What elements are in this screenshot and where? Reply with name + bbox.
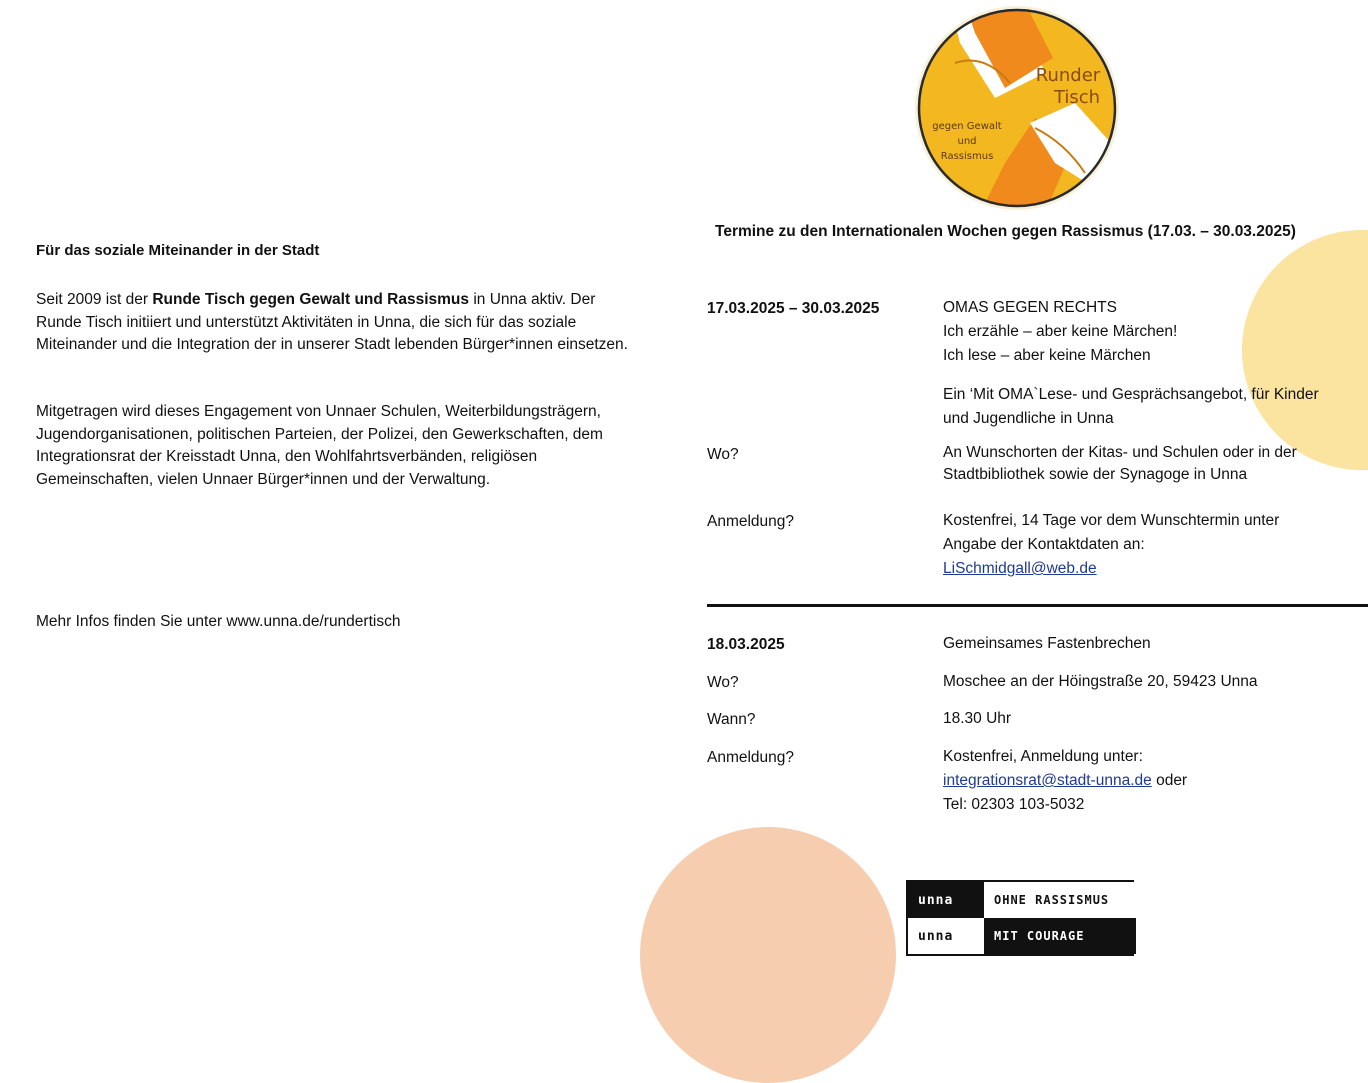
event1-registration-label: Anmeldung? [707, 513, 795, 530]
event2-or: oder [1151, 772, 1188, 789]
event1-registration-block [943, 509, 1323, 581]
badge-bottom-left: unna [908, 918, 984, 954]
logo-sub-line1: gegen Gewalt [932, 121, 1002, 132]
intro-paragraph [36, 289, 636, 357]
more-info-text: Mehr Infos finden Sie unter www.unna.de/rundertisch [36, 613, 401, 630]
logo-title-line2: Tisch [1053, 87, 1101, 108]
logo-title-line1: Runder [1035, 65, 1101, 86]
unna-courage-badge [906, 880, 1134, 956]
event2-title: Gemeinsames Fastenbrechen [943, 635, 1151, 652]
event1-line2: Ich erzähle – aber keine Märchen! [943, 323, 1178, 340]
badge-bottom-right: MIT COURAGE [984, 918, 1136, 954]
event2-registration-block [943, 745, 1323, 817]
left-heading: Für das soziale Miteinander in der Stadt [36, 242, 320, 259]
runder-tisch-logo [905, 3, 1131, 213]
event2-registration-label: Anmeldung? [707, 749, 795, 766]
section-divider [707, 604, 1368, 607]
intro-prefix: Seit 2009 ist der [36, 291, 153, 308]
event1-title-block [943, 296, 1323, 368]
supporters-paragraph: Mitgetragen wird dieses Engagement von Unnaer Schulen, Weiterbildungsträgern, Jugendorganisationen, politischen Parteien, der Polizei, den Gewerkschaften, dem Integrationsrat der Kreisstadt Unna, den Wohlfahrtsverbänden, religiösen Gemeinschaften, vielen Unnaer Bürger*innen und der Verwaltung. [36, 403, 603, 488]
event1-date: 17.03.2025 – 30.03.2025 [707, 300, 880, 317]
event1-line3: Ich lese – aber keine Märchen [943, 347, 1151, 364]
event2-phone: Tel: 02303 103-5032 [943, 796, 1085, 813]
intro-suffix: in Unna aktiv. Der Runde Tisch initiiert und unterstützt Aktivitäten in Unna, die sich für das soziale Miteinander und die Integration der in unserer Stadt lebenden Bürger*innen einsetzen. [36, 291, 628, 353]
event1-where: An Wunschorten der Kitas- und Schulen oder in der Stadtbibliothek sowie der Synagoge in Unna [943, 444, 1297, 483]
events-heading: Termine zu den Internationalen Wochen gegen Rassismus (17.03. – 30.03.2025) [715, 223, 1296, 240]
event1-registration: Kostenfrei, 14 Tage vor dem Wunschtermin unter Angabe der Kontaktdaten an: [943, 512, 1280, 553]
event1-title: OMAS GEGEN RECHTS [943, 299, 1117, 316]
event2-email-link[interactable]: integrationsrat@stadt-unna.de [943, 772, 1152, 789]
event1-where-label: Wo? [707, 446, 739, 463]
event2-date: 18.03.2025 [707, 636, 785, 653]
event1-description: Ein ‘Mit OMA`Lese- und Gesprächsangebot, für Kinder und Jugendliche in Unna [943, 386, 1319, 427]
logo-sub-line2: und [957, 136, 977, 147]
event2-where: Moschee an der Höingstraße 20, 59423 Unna [943, 673, 1258, 690]
intro-bold-name: Runde Tisch gegen Gewalt und Rassismus [152, 291, 470, 308]
logo-sub-line3: Rassismus [940, 151, 994, 162]
event2-when: 18.30 Uhr [943, 710, 1012, 727]
badge-top-right: OHNE RASSISMUS [984, 882, 1136, 918]
event2-when-label: Wann? [707, 711, 756, 728]
decorative-peach-circle [640, 827, 896, 1083]
event2-where-label: Wo? [707, 674, 739, 691]
badge-top-left: unna [908, 882, 984, 918]
event2-registration: Kostenfrei, Anmeldung unter: [943, 748, 1143, 765]
event1-email-link[interactable]: LiSchmidgall@web.de [943, 560, 1097, 577]
